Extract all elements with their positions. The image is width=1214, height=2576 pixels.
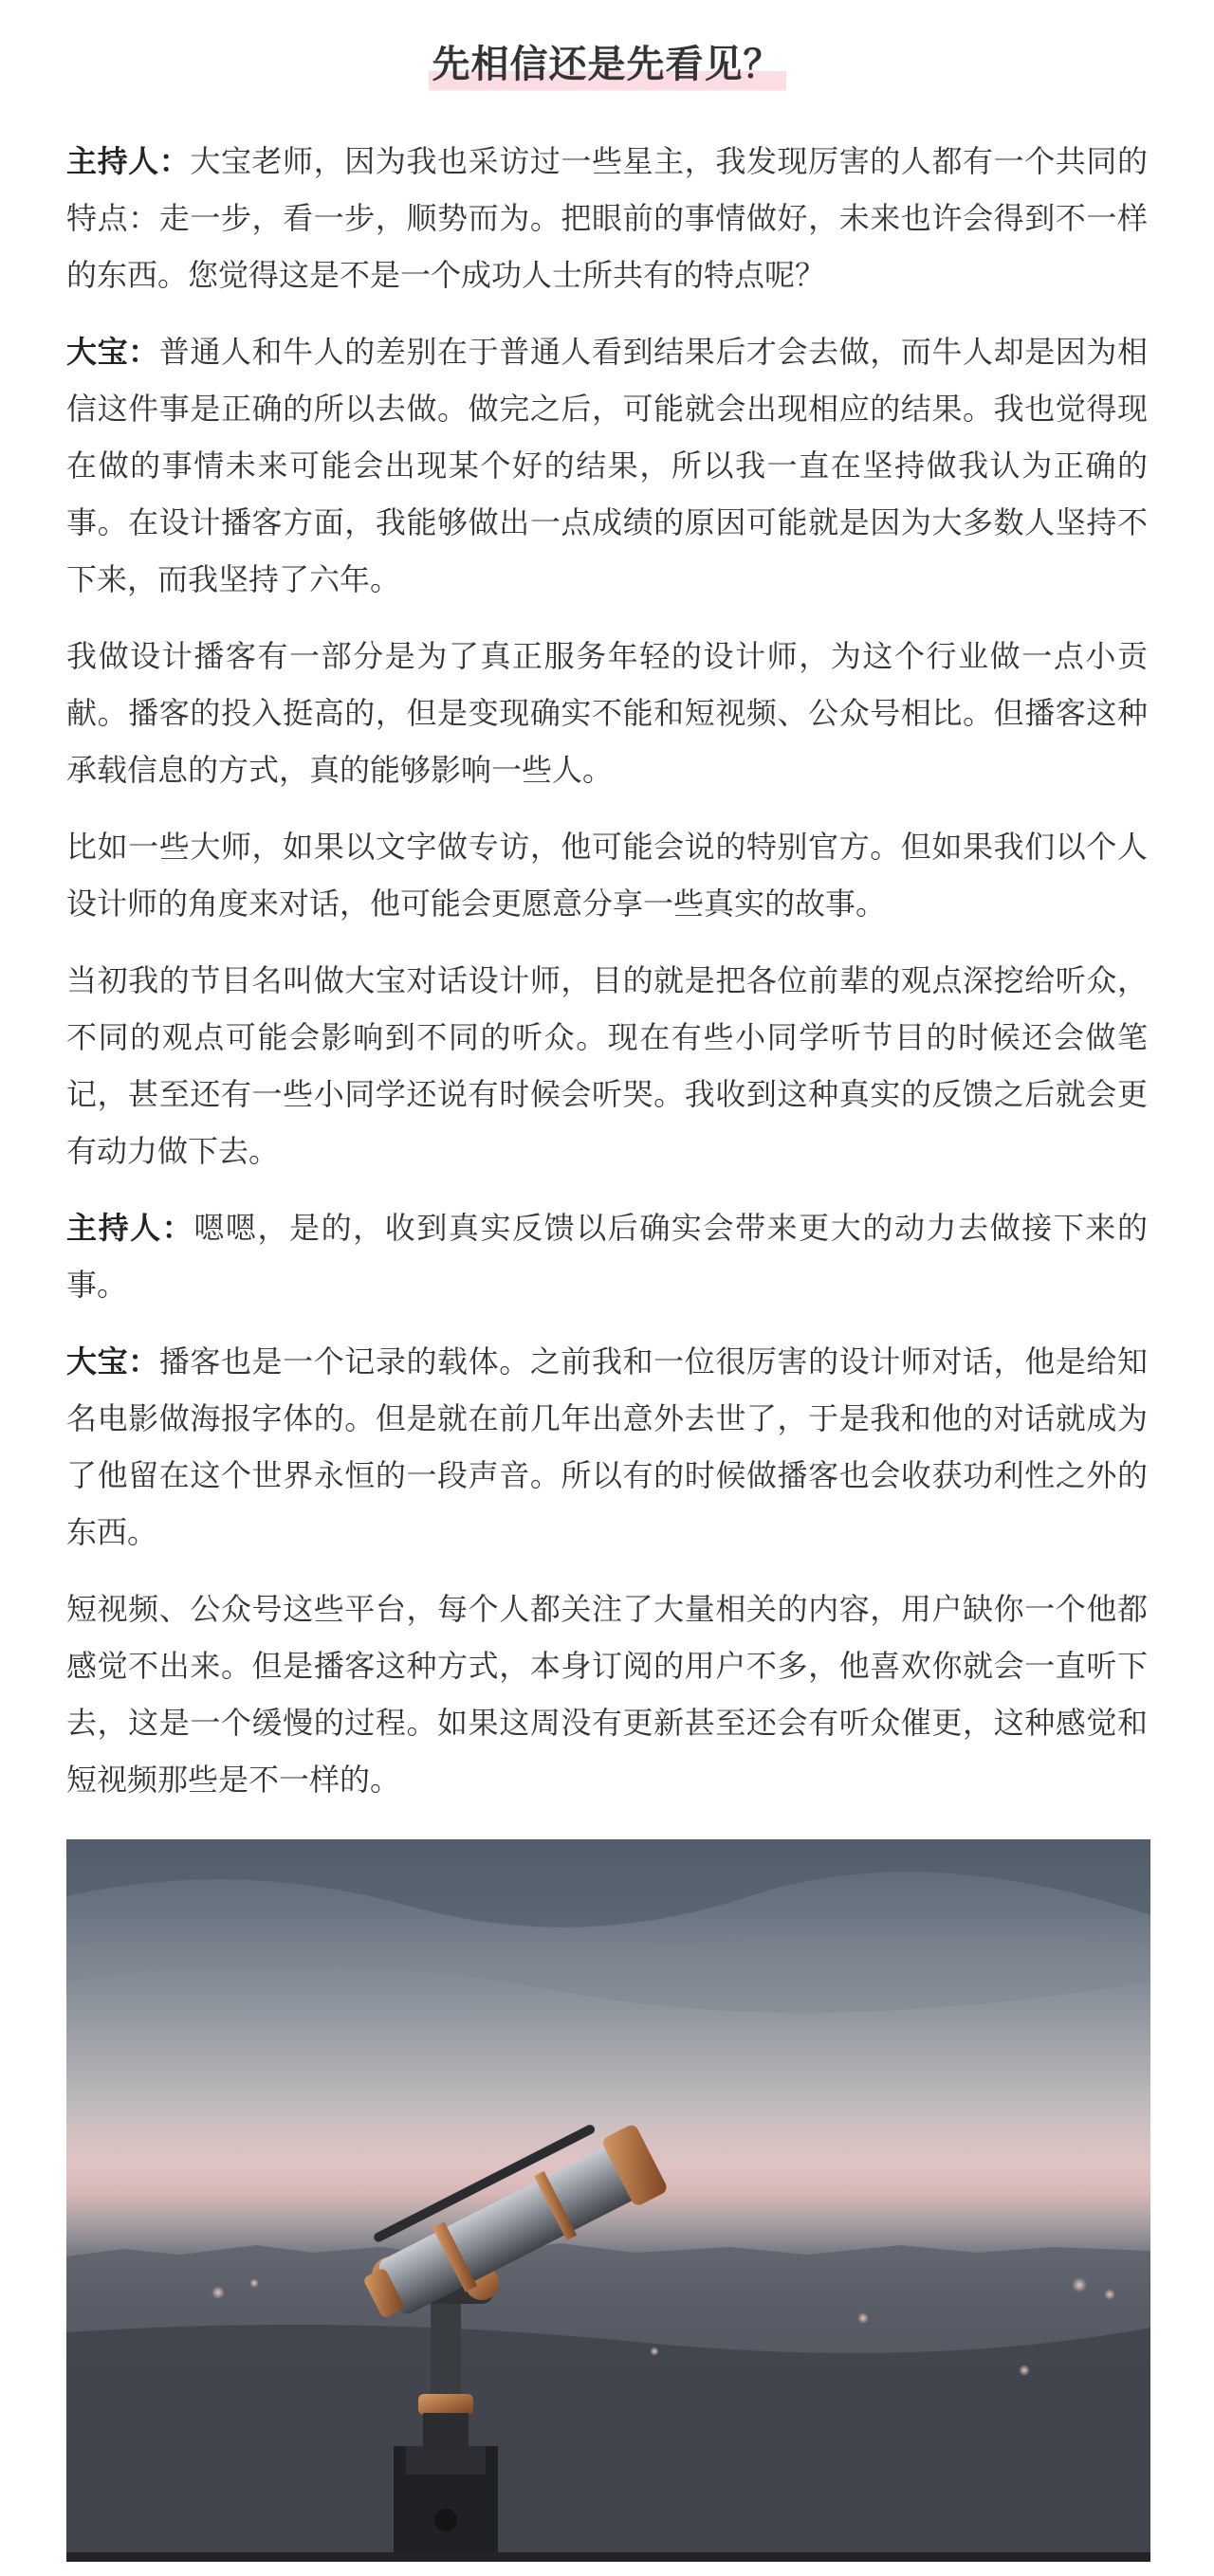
speaker-label: 主持人： <box>66 1210 194 1246</box>
telescope-illustration <box>66 1839 1150 2562</box>
paragraph-7 <box>66 1333 1148 1561</box>
paragraph-text: 普通人和牛人的差别在于普通人看到结果后才会去做，而牛人却是因为相信这件事是正确的所以去做。做完之后，可能就会出现相应的结果。我也觉得现在做的事情未来可能会出现某个好的结果，所以我一直在坚持做我认为正确的事。在设计播客方面，我能够做出一点成绩的原因可能就是因为大多数人坚持不下来，而我坚持了六年。 <box>66 334 1148 597</box>
article-title: 先相信还是先看见？ <box>429 36 786 93</box>
paragraph-6 <box>66 1199 1148 1313</box>
paragraph-3 <box>66 628 1148 798</box>
paragraph-text: 播客也是一个记录的载体。之前我和一位很厉害的设计师对话，他是给知名电影做海报字体的。但是就在前几年出意外去世了，于是我和他的对话就成为了他留在这个世界永恒的一段声音。所以有的时候做播客也会收获功利性之外的东西。 <box>66 1343 1148 1550</box>
paragraph-8 <box>66 1580 1148 1808</box>
speaker-label: 大宝： <box>66 1343 159 1379</box>
paragraph-text: 大宝老师，因为我也采访过一些星主，我发现厉害的人都有一个共同的特点：走一步，看一步，顺势而为。把眼前的事情做好，未来也许会得到不一样的东西。您觉得这是不是一个成功人士所共有的特点呢？ <box>66 143 1148 293</box>
paragraph-text: 短视频、公众号这些平台，每个人都关注了大量相关的内容，用户缺你一个他都感觉不出来。但是播客这种方式，本身订阅的用户不多，他喜欢你就会一直听下去，这是一个缓慢的过程。如果这周没有更新甚至还会有听众催更，这种感觉和短视频那些是不一样的。 <box>66 1591 1148 1798</box>
paragraph-1 <box>66 133 1148 303</box>
paragraph-text: 嗯嗯，是的，收到真实反馈以后确实会带来更大的动力去做接下来的事。 <box>66 1210 1148 1303</box>
paragraph-5 <box>66 952 1148 1179</box>
telescope-photo <box>66 1839 1150 2562</box>
speaker-label: 大宝： <box>66 334 159 370</box>
article-header <box>0 36 1214 93</box>
speaker-label: 主持人： <box>66 143 191 179</box>
paragraph-text: 我做设计播客有一部分是为了真正服务年轻的设计师，为这个行业做一点小贡献。播客的投入挺高的，但是变现确实不能和短视频、公众号相比。但播客这种承载信息的方式，真的能够影响一些人。 <box>66 638 1148 788</box>
paragraph-2 <box>66 323 1148 608</box>
paragraph-text: 当初我的节目名叫做大宝对话设计师，目的就是把各位前辈的观点深挖给听众，不同的观点可能会影响到不同的听众。现在有些小同学听节目的时候还会做笔记，甚至还有一些小同学还说有时候会听哭。我收到这种真实的反馈之后就会更有动力做下去。 <box>66 962 1148 1169</box>
paragraph-text: 比如一些大师，如果以文字做专访，他可能会说的特别官方。但如果我们以个人设计师的角度来对话，他可能会更愿意分享一些真实的故事。 <box>66 829 1148 922</box>
paragraph-4 <box>66 818 1148 932</box>
article-body <box>66 133 1148 1828</box>
